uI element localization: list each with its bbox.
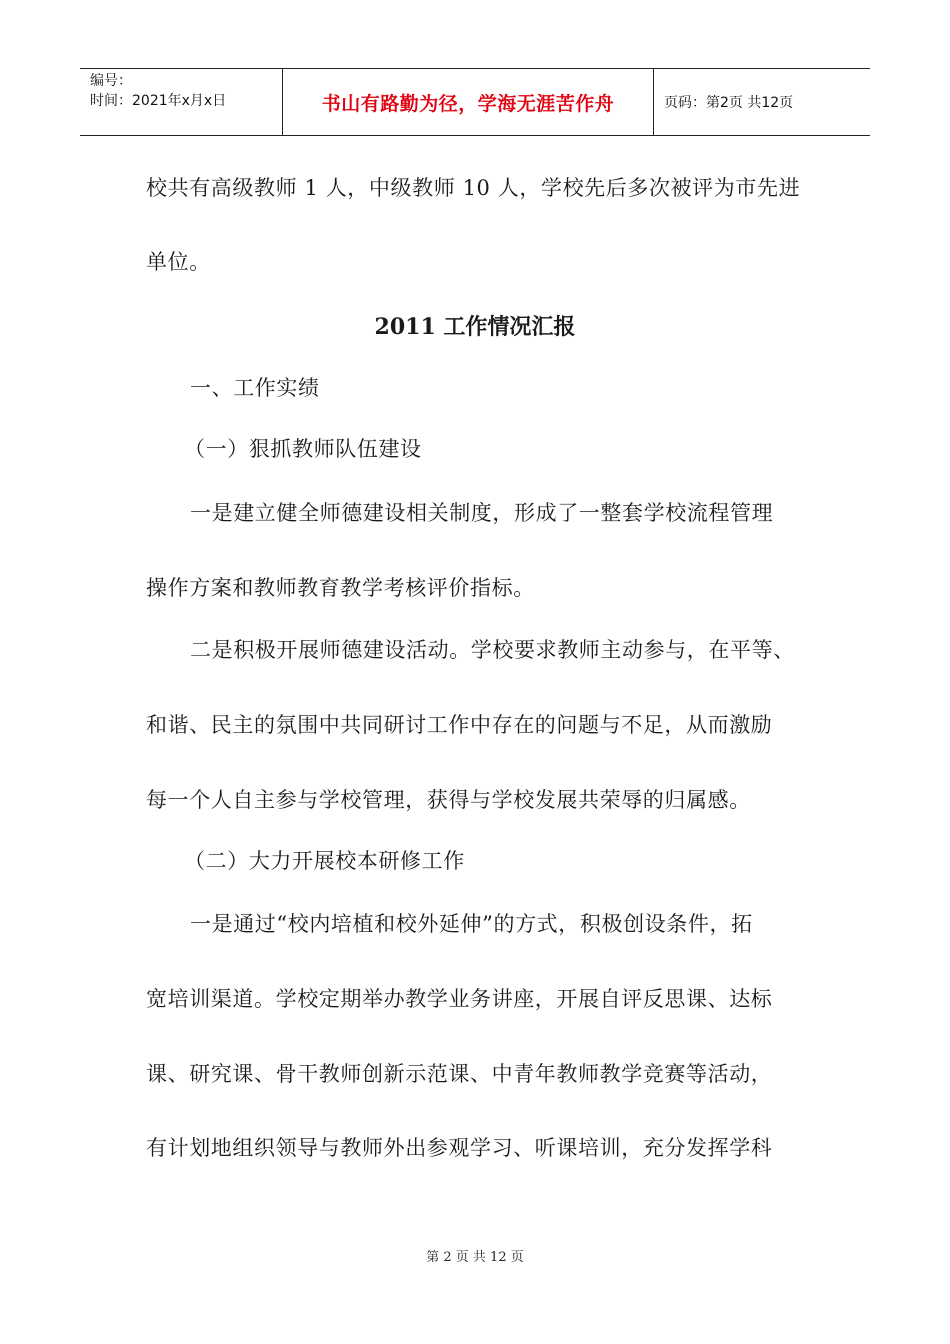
number-label: 编号：	[90, 73, 132, 89]
document-header	[80, 68, 870, 136]
header-page-info: 页码：第2页 共12页	[664, 95, 794, 111]
paragraph-line: 和谐、民主的氛围中共同研讨工作中存在的问题与不足，从而激励	[146, 713, 773, 737]
date-line: 时间：2021年x月x日	[90, 93, 227, 109]
paragraph-line: 单位。	[146, 250, 211, 274]
paragraph-line: 每一个人自主参与学校管理，获得与学校发展共荣辱的归属感。	[146, 788, 751, 812]
paragraph-line: 宽培训渠道。学校定期举办教学业务讲座，开展自评反思课、达标	[146, 987, 773, 1011]
header-meta	[80, 69, 282, 135]
paragraph-line: 操作方案和教师教育教学考核评价指标。	[146, 576, 535, 600]
page-footer: 第 2 页 共 12 页	[426, 1250, 524, 1265]
paragraph-line: 一是建立健全师德建设相关制度，形成了一整套学校流程管理	[190, 501, 774, 525]
header-motto: 书山有路勤为径，学海无涯苦作舟	[282, 69, 654, 135]
paragraph-line: 有计划地组织领导与教师外出参观学习、听课培训，充分发挥学科	[146, 1136, 773, 1160]
heading-level-1: 一、工作实绩	[190, 376, 320, 400]
heading-level-2: （二）大力开展校本研修工作	[184, 849, 465, 873]
paragraph-line: 课、研究课、骨干教师创新示范课、中青年教师教学竞赛等活动，	[146, 1062, 773, 1086]
heading-level-2: （一）狠抓教师队伍建设	[184, 437, 422, 461]
paragraph-line: 一是通过“校内培植和校外延伸”的方式，积极创设条件，拓	[190, 912, 753, 936]
paragraph-line: 校共有高级教师 1 人，中级教师 10 人，学校先后多次被评为市先进	[146, 176, 801, 200]
section-title: 2011 工作情况汇报	[374, 314, 576, 340]
paragraph-line: 二是积极开展师德建设活动。学校要求教师主动参与，在平等、	[190, 638, 795, 662]
